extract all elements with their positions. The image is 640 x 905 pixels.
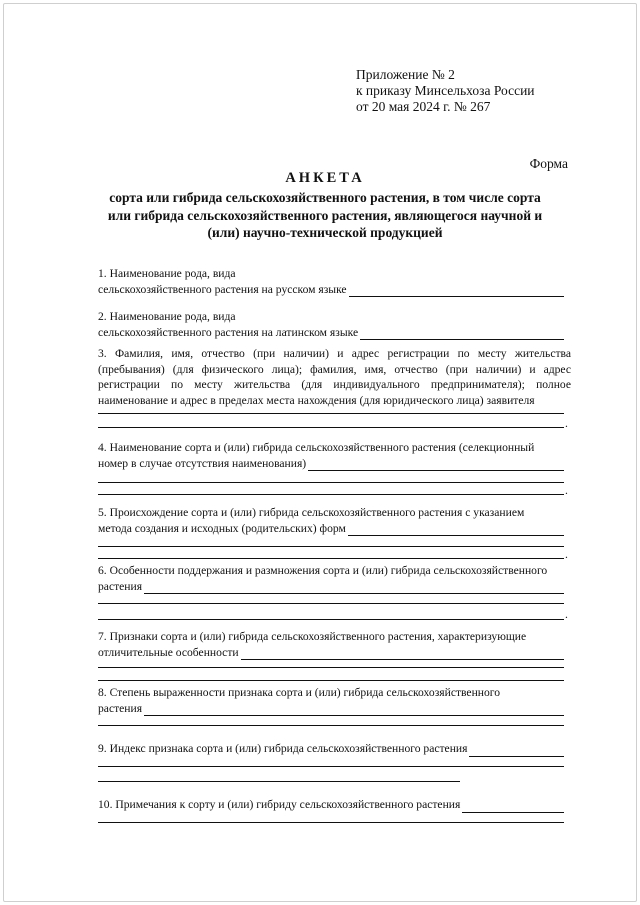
section-8-field-2[interactable] <box>98 725 564 726</box>
section-9-field[interactable] <box>469 745 564 757</box>
section-3-label: 3. Фамилия, имя, отчество (при наличии) и адрес регистрации по месту жительства (пребывания) (для физического лица); фамилия, имя, отчество (при наличии) и адрес регистрации по месту жительства (для индивидуального предпринимателя); полное наименование и адрес в пределах места нахождения (для юридического лица) заявителя <box>98 347 571 407</box>
section-6-label-2: растения <box>98 579 143 593</box>
section-6 <box>98 563 571 594</box>
section-4-field[interactable] <box>308 459 564 471</box>
annex-line-2: к приказу Минсельхоза России <box>356 83 535 98</box>
section-10-field[interactable] <box>462 801 564 813</box>
section-10-label: 10. Примечания к сорту и (или) гибриду сельскохозяйственного растения <box>98 798 461 811</box>
section-6-field[interactable] <box>144 582 564 594</box>
section-3-field-2[interactable] <box>98 427 564 428</box>
section-7-field[interactable] <box>241 648 564 660</box>
section-2-label: 2. Наименование рода, вида <box>98 310 236 323</box>
section-4-label-2: номер в случае отсутствия наименования) <box>98 456 307 470</box>
section-4 <box>98 440 571 471</box>
section-10 <box>98 797 571 813</box>
title-main: АНКЕТА <box>285 170 365 186</box>
section-5-label: 5. Происхождение сорта и (или) гибрида сельскохозяйственного растения с указанием <box>98 506 525 519</box>
section-5-label-2: метода создания и исходных (родительских) форм <box>98 521 346 535</box>
section-5 <box>98 505 571 536</box>
title-sub-3: (или) научно-технической продукцией <box>207 225 443 240</box>
section-8-label-2: растения <box>98 701 143 715</box>
section-4-end-dot: . <box>565 484 568 497</box>
section-7-field-3[interactable] <box>98 680 564 681</box>
title-sub-1: сорта или гибрида сельскохозяйственного растения, в том числе сорта <box>109 190 541 205</box>
section-3-field-1[interactable] <box>98 413 564 414</box>
section-8-label: 8. Степень выраженности признака сорта и (или) гибрида сельскохозяйственного <box>98 686 501 699</box>
section-1 <box>98 266 571 297</box>
section-7-field-2[interactable] <box>98 667 564 668</box>
form-title <box>90 170 560 242</box>
section-5-end-dot: . <box>565 548 568 561</box>
section-4-field-2[interactable] <box>98 482 564 483</box>
section-8-field[interactable] <box>144 704 564 716</box>
section-6-label: 6. Особенности поддержания и размножения сорта и (или) гибрида сельскохозяйственного <box>98 564 548 577</box>
section-4-label: 4. Наименование сорта и (или) гибрида сельскохозяйственного растения (селекционный <box>98 441 535 454</box>
section-9-field-2[interactable] <box>98 766 564 767</box>
section-2-field[interactable] <box>360 328 564 340</box>
section-1-field[interactable] <box>349 285 564 297</box>
section-4-field-3[interactable] <box>98 494 564 495</box>
section-5-field-3[interactable] <box>98 558 564 559</box>
section-6-field-3[interactable] <box>98 619 564 620</box>
section-7-label-2: отличительные особенности <box>98 645 239 659</box>
section-10-field-2[interactable] <box>98 822 564 823</box>
annex-line-3: от 20 мая 2024 г. № 267 <box>356 99 491 114</box>
section-3 <box>98 346 571 408</box>
section-8 <box>98 685 571 716</box>
section-7-label: 7. Признаки сорта и (или) гибрида сельскохозяйственного растения, характеризующие <box>98 630 527 643</box>
annex-line-1: Приложение № 2 <box>356 67 455 82</box>
section-5-field-2[interactable] <box>98 546 564 547</box>
section-1-label-2: сельскохозяйственного растения на русском языке <box>98 282 347 296</box>
section-7 <box>98 629 571 660</box>
section-2-label-2: сельскохозяйственного растения на латинском языке <box>98 325 359 339</box>
section-5-field[interactable] <box>348 524 564 536</box>
title-sub-2: или гибрида сельскохозяйственного растения, являющегося научной и <box>107 207 543 223</box>
section-9 <box>98 741 571 757</box>
annex-block <box>356 67 535 115</box>
form-label: Форма <box>529 156 568 171</box>
section-9-field-3[interactable] <box>98 781 460 782</box>
section-9-label: 9. Индекс признака сорта и (или) гибрида сельскохозяйственного растения <box>98 742 468 755</box>
section-6-field-2[interactable] <box>98 603 564 604</box>
section-1-label: 1. Наименование рода, вида <box>98 267 236 280</box>
section-3-end-dot: . <box>565 417 568 430</box>
section-6-end-dot: . <box>565 608 568 621</box>
section-2 <box>98 309 571 340</box>
